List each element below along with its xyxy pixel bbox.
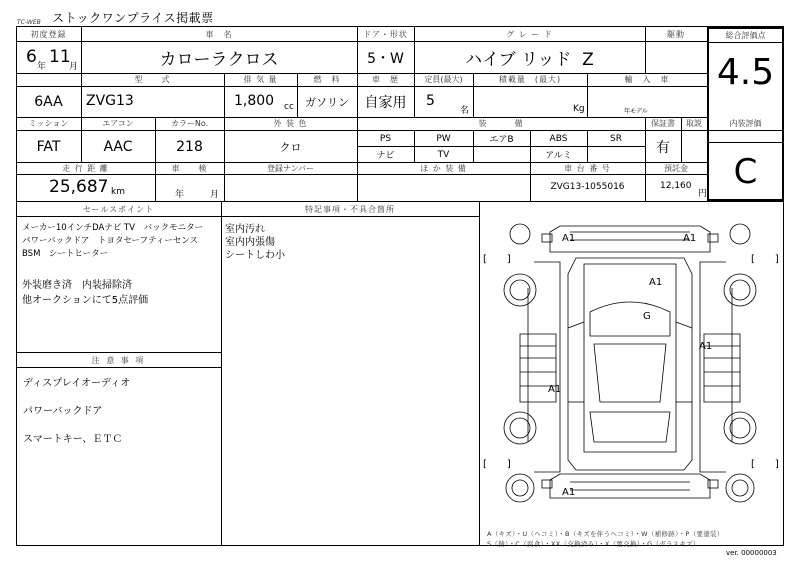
equip-pw: PW	[436, 133, 451, 144]
label-other-equipment: ほ か 装 備	[420, 163, 467, 173]
sales-point-item: BSM シートヒーター	[22, 249, 109, 259]
label-first-reg: 初度登録	[30, 29, 67, 39]
logo-text: TC-WEB	[17, 19, 41, 26]
reg-year-unit: 年	[37, 62, 47, 72]
label-notes-defects: 特記事項・不具合箇所	[305, 204, 395, 214]
door-value: 5・W	[367, 50, 404, 67]
mark-hood: A1	[649, 277, 663, 288]
defect-item: 室内汚れ	[225, 224, 265, 235]
label-deposit: 預託金	[664, 163, 688, 173]
diagram-bracket-bl: [ ]	[483, 459, 511, 470]
displacement-unit: cc	[284, 102, 294, 112]
caution-item	[23, 418, 219, 430]
displacement-value-group	[224, 87, 297, 117]
aircon-value: AAC	[103, 138, 133, 155]
label-overall-score: 総合評価点	[725, 30, 766, 40]
damage-legend	[487, 529, 783, 549]
reg-year: 6	[26, 47, 37, 67]
reg-month: 11	[49, 47, 71, 67]
label-capacity: 定員(最大)	[424, 75, 463, 84]
mileage-value: 25,687	[49, 177, 109, 197]
label-fuel: 燃 料	[313, 75, 341, 84]
exterior-color-value: クロ	[279, 140, 302, 154]
label-displacement: 排 気 量	[243, 75, 278, 84]
document-title: ストックワンプライス掲載票	[52, 11, 214, 25]
mileage-value-group	[16, 175, 155, 201]
color-no-value: 218	[176, 138, 203, 155]
sales-point-item	[22, 260, 218, 276]
capacity-unit: 名	[460, 106, 470, 116]
label-sales-points: セールスポイント	[82, 204, 155, 214]
capacity-value-group	[414, 87, 473, 117]
diagram-bracket-tl: [ ]	[483, 254, 511, 265]
caution-item	[23, 390, 219, 402]
equip-blank-2	[587, 147, 645, 162]
deposit-value-group	[645, 175, 707, 201]
mark-front-right: A1	[683, 233, 697, 244]
car-damage-diagram	[480, 202, 783, 526]
model-prefix-value: 6AA	[34, 94, 63, 110]
label-warranty: 保証書	[651, 119, 675, 128]
cautions-list	[23, 374, 219, 446]
equip-sr: SR	[610, 133, 622, 144]
equip-abs: ABS	[549, 133, 568, 144]
mark-right-door: A1	[699, 341, 713, 352]
legend-line-2: S（錆）・C（腐食）・XX（交換済み）・X（要交換）・G（ガラスキズ）	[487, 540, 700, 548]
label-load: 積載量 (最大)	[498, 75, 562, 84]
equip-ps: PS	[379, 133, 392, 144]
label-mileage: 走 行 距 離	[62, 163, 109, 173]
label-color-no: カラーNo.	[170, 119, 209, 128]
label-cautions: 注 意 事 項	[91, 355, 146, 365]
first-reg-value	[22, 44, 80, 72]
displacement-value: 1,800	[234, 93, 275, 109]
version-label: ver. 00000003	[726, 549, 777, 557]
mileage-unit: km	[111, 187, 125, 197]
label-door-shape: ドア・形状	[363, 29, 408, 39]
label-model: 型 式	[134, 75, 171, 84]
label-chassis-no: 車 台 番 号	[564, 163, 611, 173]
chassis-no-value: ZVG13-1055016	[550, 182, 625, 192]
sales-point-item: パワーバックドア トヨタセーフティーセンス	[22, 236, 198, 246]
equip-airbag: エアB	[489, 135, 514, 145]
sales-point-item: 他オークションにて5点評価	[22, 295, 149, 306]
label-plate: 登録ナンバー	[266, 163, 315, 173]
inspection-month-unit: 月	[210, 190, 220, 200]
caution-item: ディスプレイオーディオ	[23, 378, 131, 389]
label-grade: グ レ ー ド	[506, 29, 553, 39]
mark-roof: G	[643, 311, 651, 322]
grade-value: ハイブ リッド Z	[465, 50, 594, 70]
defects-list	[225, 220, 475, 259]
diagram-bracket-tr: [ ]	[751, 254, 779, 265]
load-unit: Kg	[573, 104, 585, 114]
label-import: 輸 入 車	[624, 75, 670, 84]
label-car-name: 車 名	[205, 29, 233, 39]
capacity-value: 5	[426, 93, 435, 109]
sales-point-item: メーカー10インチDAナビ TV バックモニター	[22, 223, 204, 233]
defect-item: シートしわ小	[225, 250, 285, 261]
label-mission: ミッション	[28, 119, 69, 128]
label-aircon: エアコン	[102, 119, 134, 128]
interior-score-value: C	[733, 151, 758, 192]
equip-alloy: アルミ	[545, 151, 572, 161]
mark-left-door: A1	[548, 384, 562, 395]
warranty-value: 有	[656, 139, 670, 156]
diagram-bracket-br: [ ]	[751, 459, 779, 470]
sales-point-item: 外装磨き済 内装掃除済	[22, 280, 132, 291]
drive-value	[645, 42, 707, 73]
label-drive: 駆動	[667, 29, 685, 39]
legend-line-1: A（キズ）・U（ヘコミ）・B（キズを伴うヘコミ）・W（補修跡）・P（要塗装）	[487, 530, 724, 538]
mission-value: FAT	[36, 138, 61, 155]
sales-points-list	[22, 221, 218, 306]
label-history: 車 歴	[372, 75, 399, 84]
mark-rear: A1	[562, 487, 576, 498]
mark-front-left: A1	[562, 233, 576, 244]
history-value: 自家用	[364, 95, 407, 111]
fuel-value: ガソリン	[305, 96, 349, 109]
caution-item: パワーバックドア	[23, 406, 103, 417]
import-unit: 年モデル	[624, 108, 648, 115]
deposit-value: 12,160	[660, 181, 692, 191]
overall-score-value: 4.5	[716, 51, 775, 93]
inspection-year-unit: 年	[175, 190, 185, 200]
model-value: ZVG13	[86, 93, 134, 109]
equip-tv: TV	[437, 149, 450, 160]
equip-blank-1	[473, 147, 530, 162]
equip-navi: ナビ	[376, 151, 395, 161]
deposit-unit: 円	[698, 189, 708, 199]
label-interior-score: 内装評価	[729, 119, 762, 128]
label-inspection: 車 検	[171, 163, 208, 173]
caution-item: スマートキー、ＥＴＣ	[23, 434, 123, 445]
label-manual: 取説	[686, 119, 702, 128]
label-exterior-color: 外 装 色	[273, 119, 308, 128]
label-equipment: 装 備	[478, 119, 524, 128]
defect-item: 室内内張傷	[225, 237, 275, 248]
car-name-value: カローラクロス	[159, 50, 279, 70]
reg-month-unit: 月	[69, 62, 79, 72]
